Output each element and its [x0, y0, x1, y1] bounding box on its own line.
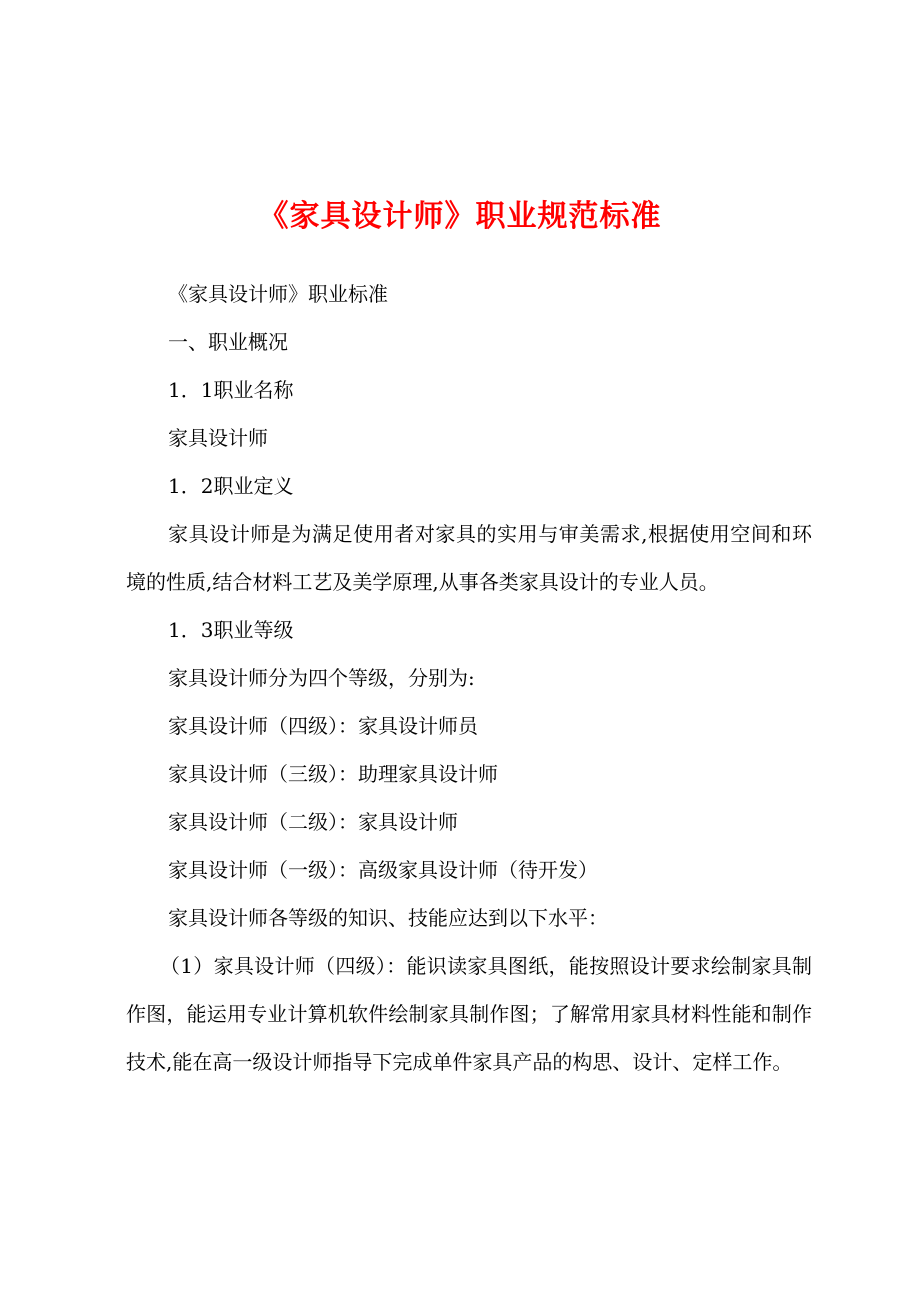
list-item-level-1: 家具设计师（一级）：高级家具设计师（待开发） — [168, 858, 598, 882]
paragraph-levels-intro: 家具设计师分为四个等级，分别为: — [168, 666, 475, 690]
paragraph-levels-requirement: 家具设计师各等级的知识、技能应达到以下水平： — [168, 906, 608, 930]
paragraph-standard-name: 《家具设计师》职业标准 — [168, 282, 388, 306]
paragraph-occupation-name: 家具设计师 — [168, 426, 268, 450]
heading-occupation-levels: 1．3职业等级 — [168, 618, 294, 642]
paragraph-occupation-definition: 家具设计师是为满足使用者对家具的实用与审美需求,根据使用空间和环境的性质,结合材料工艺及美学原理,从事各类家具设计的专业人员。 — [126, 522, 812, 594]
paragraph-level-4-requirements: （1）家具设计师（四级）：能识读家具图纸，能按照设计要求绘制家具制作图，能运用专业计算机软件绘制家具制作图；了解常用家具材料性能和制作技术,能在高一级设计师指导下完成单件家具产品的构思、设计、定样工作。 — [126, 954, 812, 1074]
list-item-level-3: 家具设计师（三级）：助理家具设计师 — [168, 762, 498, 786]
document-title: 《家具设计师》职业规范标准 — [258, 199, 662, 234]
heading-occupation-definition: 1．2职业定义 — [168, 474, 294, 498]
list-item-level-4: 家具设计师（四级）：家具设计师员 — [168, 714, 478, 738]
heading-occupation-overview: 一、职业概况 — [168, 330, 288, 354]
document-body — [126, 270, 812, 1086]
heading-occupation-name: 1．1职业名称 — [168, 378, 294, 402]
list-item-level-2: 家具设计师（二级）：家具设计师 — [168, 810, 458, 834]
